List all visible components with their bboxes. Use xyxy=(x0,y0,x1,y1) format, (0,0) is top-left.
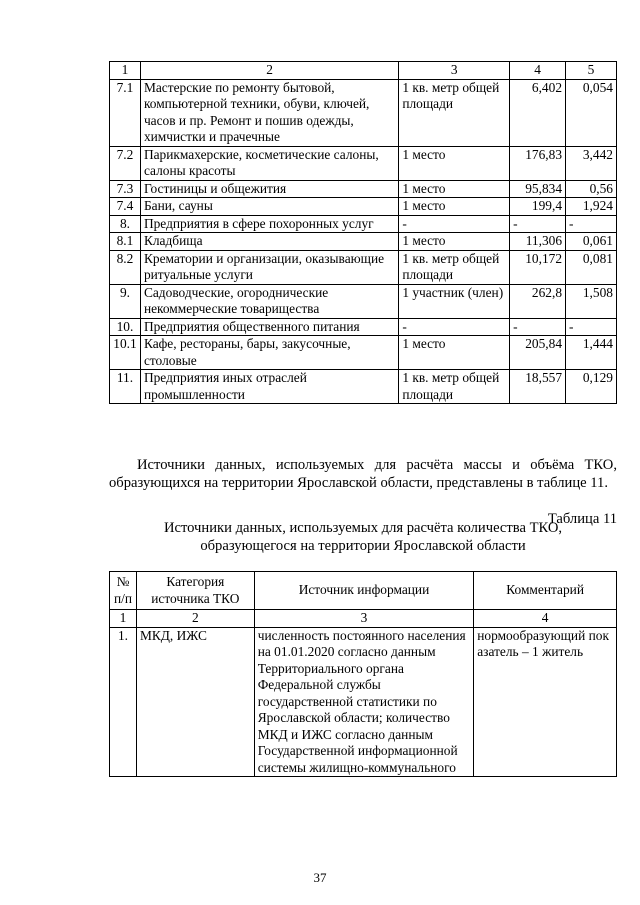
header-cell: 1 xyxy=(110,62,141,80)
name-cell: Кафе, рестораны, бары, закусочные, столовые xyxy=(140,336,398,370)
row-number-cell: 7.1 xyxy=(110,79,141,146)
header-cell: 4 xyxy=(510,62,566,80)
row-number-cell: 1. xyxy=(110,627,137,777)
value-cell: 0,054 xyxy=(566,79,617,146)
waste-norms-table xyxy=(109,61,617,404)
header-cell: Источник информации xyxy=(254,572,474,610)
name-cell: Предприятия в сфере похоронных услуг xyxy=(140,215,398,233)
table-row xyxy=(110,318,617,336)
unit-cell: - xyxy=(399,215,510,233)
header-cell: 2 xyxy=(140,62,398,80)
name-cell: Кладбища xyxy=(140,233,398,251)
header-cell: Комментарий xyxy=(474,572,617,610)
table-row xyxy=(110,146,617,180)
value-cell: 1,508 xyxy=(566,284,617,318)
header-cell: 5 xyxy=(566,62,617,80)
unit-cell: 1 место xyxy=(399,233,510,251)
name-cell: Мастерские по ремонту бытовой, компьютерной техники, обуви, ключей, часов и пр. Ремонт и пошив одежды, химчистки и прачечные xyxy=(140,79,398,146)
value-cell: 18,557 xyxy=(510,370,566,404)
column-number-cell: 3 xyxy=(254,610,474,628)
value-cell: 205,84 xyxy=(510,336,566,370)
header-cell: Категория источника ТКО xyxy=(136,572,254,610)
value-cell: - xyxy=(510,318,566,336)
category-cell: МКД, ИЖС xyxy=(136,627,254,777)
data-sources-table xyxy=(109,571,617,777)
value-cell: 95,834 xyxy=(510,180,566,198)
row-number-cell: 10. xyxy=(110,318,141,336)
value-cell: - xyxy=(566,318,617,336)
row-number-cell: 9. xyxy=(110,284,141,318)
column-number-cell: 1 xyxy=(110,610,137,628)
table-row xyxy=(110,79,617,146)
table-row xyxy=(110,250,617,284)
value-cell: 0,081 xyxy=(566,250,617,284)
header-cell: № п/п xyxy=(110,572,137,610)
table-row xyxy=(110,370,617,404)
value-cell: 199,4 xyxy=(510,198,566,216)
name-cell: Бани, сауны xyxy=(140,198,398,216)
value-cell: 1,444 xyxy=(566,336,617,370)
table-body xyxy=(110,79,617,404)
value-cell: 10,172 xyxy=(510,250,566,284)
unit-cell: 1 кв. метр общей площади xyxy=(399,79,510,146)
name-cell: Гостиницы и общежития xyxy=(140,180,398,198)
row-number-cell: 7.4 xyxy=(110,198,141,216)
paragraph-text: Источники данных, используемых для расчёта массы и объёма ТКО, образующихся на территории Ярославской области, представлены в таблице 11. xyxy=(109,457,617,491)
value-cell: - xyxy=(566,215,617,233)
value-cell: - xyxy=(510,215,566,233)
unit-cell: 1 место xyxy=(399,146,510,180)
row-number-cell: 7.3 xyxy=(110,180,141,198)
name-cell: Предприятия иных отраслей промышленности xyxy=(140,370,398,404)
value-cell: 3,442 xyxy=(566,146,617,180)
comment-cell: нормообразующий показатель – 1 житель xyxy=(474,627,617,777)
unit-cell: 1 участник (член) xyxy=(399,284,510,318)
column-number-cell: 4 xyxy=(474,610,617,628)
row-number-cell: 8.2 xyxy=(110,250,141,284)
unit-cell: 1 кв. метр общей площади xyxy=(399,370,510,404)
table-row xyxy=(110,284,617,318)
table-row xyxy=(110,180,617,198)
unit-cell: 1 место xyxy=(399,336,510,370)
table-header-row xyxy=(110,62,617,80)
value-cell: 262,8 xyxy=(510,284,566,318)
table-row xyxy=(110,233,617,251)
table-label: Таблица 11 xyxy=(547,511,617,527)
table-row xyxy=(110,627,617,777)
unit-cell: 1 место xyxy=(399,180,510,198)
page-number: 37 xyxy=(313,870,327,885)
source-cell: численность постоянного населения на 01.01.2020 согласно данным Территориального органа Федеральной службы государственной статистики по Ярославской области; количество МКД и ИЖС согласно данным Государственной информационной системы жилищно-коммунального xyxy=(254,627,474,777)
value-cell: 0,56 xyxy=(566,180,617,198)
column-number-cell: 2 xyxy=(136,610,254,628)
value-cell: 1,924 xyxy=(566,198,617,216)
column-number-row xyxy=(110,610,617,628)
unit-cell: 1 место xyxy=(399,198,510,216)
table-header-row xyxy=(110,572,617,610)
table-row xyxy=(110,336,617,370)
value-cell: 11,306 xyxy=(510,233,566,251)
name-cell: Садоводческие, огороднические некоммерческие товарищества xyxy=(140,284,398,318)
value-cell: 0,129 xyxy=(566,370,617,404)
body-paragraph xyxy=(109,456,617,492)
row-number-cell: 7.2 xyxy=(110,146,141,180)
table-title-line-2: образующегося на территории Ярославской области xyxy=(200,538,526,554)
table-row xyxy=(110,198,617,216)
table-title-line-1: Источники данных, используемых для расчёта количества ТКО, xyxy=(163,520,563,536)
unit-cell: 1 кв. метр общей площади xyxy=(399,250,510,284)
name-cell: Крематории и организации, оказывающие ритуальные услуги xyxy=(140,250,398,284)
name-cell: Предприятия общественного питания xyxy=(140,318,398,336)
value-cell: 0,061 xyxy=(566,233,617,251)
row-number-cell: 8. xyxy=(110,215,141,233)
unit-cell: - xyxy=(399,318,510,336)
table-row xyxy=(110,215,617,233)
row-number-cell: 8.1 xyxy=(110,233,141,251)
value-cell: 176,83 xyxy=(510,146,566,180)
name-cell: Парикмахерские, косметические салоны, салоны красоты xyxy=(140,146,398,180)
value-cell: 6,402 xyxy=(510,79,566,146)
row-number-cell: 10.1 xyxy=(110,336,141,370)
header-cell: 3 xyxy=(399,62,510,80)
row-number-cell: 11. xyxy=(110,370,141,404)
